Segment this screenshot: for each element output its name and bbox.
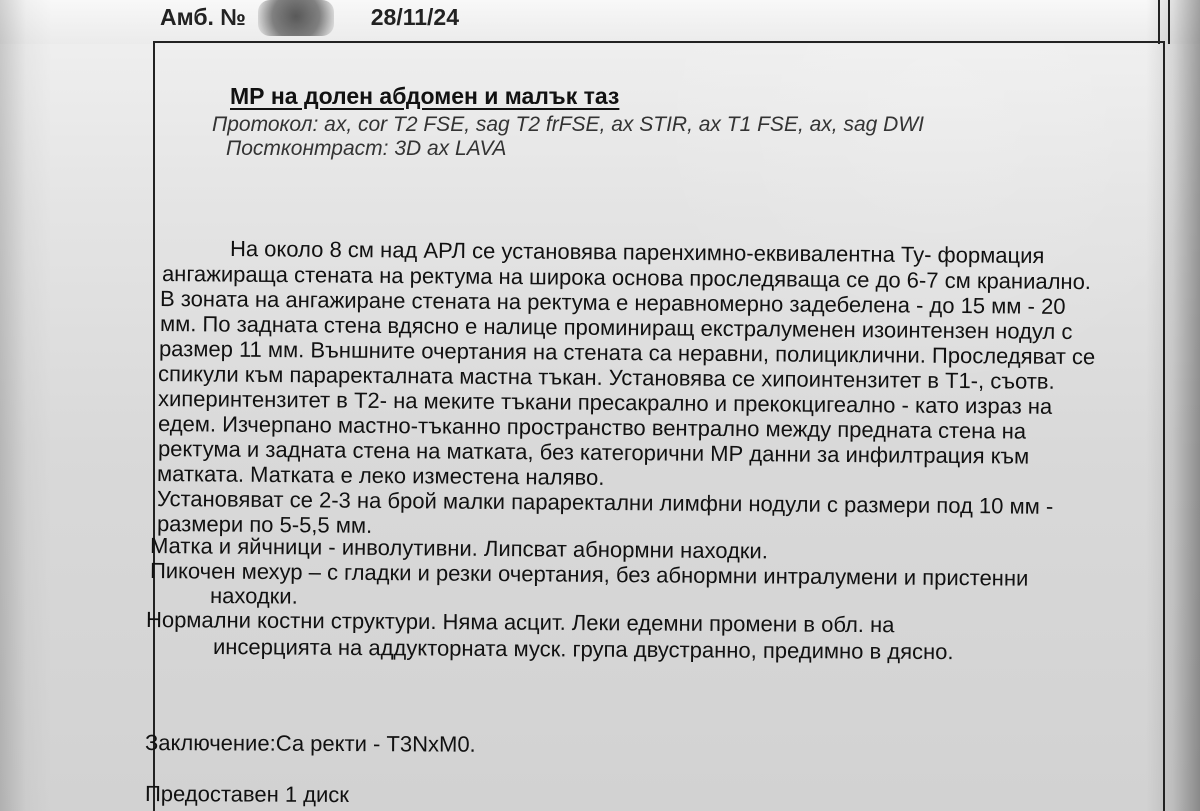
report-date: 28/11/24	[370, 4, 459, 30]
body-line: размери по 5-5,5 мм.	[156, 511, 373, 538]
body-line: едем. Изчерпано мастно-тъканно пространство вентрално между предната стена на	[157, 411, 1027, 444]
body-line: размер 11 мм. Външните очертания на стената са неравни, полициклични. Проследяват се	[158, 336, 1096, 370]
left-shadow	[0, 0, 52, 811]
body-line: Пикочен мехур – с гладки и резки очертания, без абнормни интралумени и пристенни	[149, 558, 1029, 591]
body-line: хиперинтензитет в Т2- на меките тъкани пресакрално и прекокцигеално - като израз на	[157, 386, 1053, 419]
protocol-line: Протокол: ax, cor T2 FSE, sag T2 frFSE, ax STIR, ax T1 FSE, ax, sag DWI	[212, 113, 924, 136]
body-line: матката. Матката е леко изместена наляво.	[156, 461, 605, 490]
body-line: На около 8 см над АРЛ се установява паренхимно-еквивалентна Ту- формация	[229, 236, 1045, 269]
body-line: В зоната на ангажиране стената на ректума е неравномерно задебелена - до 15 мм - 20	[159, 286, 1066, 319]
body-line: ангажираща стената на ректума на широка основа проследяваща се до 6-7 см краниално.	[161, 261, 1092, 295]
redacted-number	[258, 0, 334, 36]
body-line: мм. По задната стена вдясно е налице проминиращ екстралуменен изоинтензен нодул с	[159, 311, 1073, 344]
ambulatory-number-label: Амб. №	[160, 4, 246, 30]
body-line: инсерцията на аддукторната муск. група двустранно, предимно в дясно.	[212, 634, 954, 665]
body-line: спикули към параректалната мастна тъкан. Установява се хипоинтензитет в Т1-, съотв.	[157, 361, 1055, 394]
report-title: МР на долен абдомен и малък таз	[230, 83, 620, 109]
body-line: Установяват се 2-3 на брой малки параректални лимфни нодули с размери под 10 мм -	[156, 486, 1054, 519]
conclusion-line: Заключение:Са ректи - T3NxM0.	[144, 730, 476, 757]
postcontrast-line: Постконтраст: 3D ax LAVA	[226, 137, 507, 160]
top-right-frame-lines	[1158, 0, 1170, 44]
body-line: находки.	[209, 583, 298, 609]
body-line: ректума и задната стена на матката, без категорични МР данни за инфилтрация към	[157, 436, 1030, 469]
body-line: Матка и яйчници - инволутивни. Липсват абнормни находки.	[149, 533, 768, 564]
body-line: Нормални костни структури. Няма асцит. Леки едемни промени в обл. на	[145, 607, 895, 638]
provided-disk-line: Предоставен 1 диск	[144, 781, 350, 808]
